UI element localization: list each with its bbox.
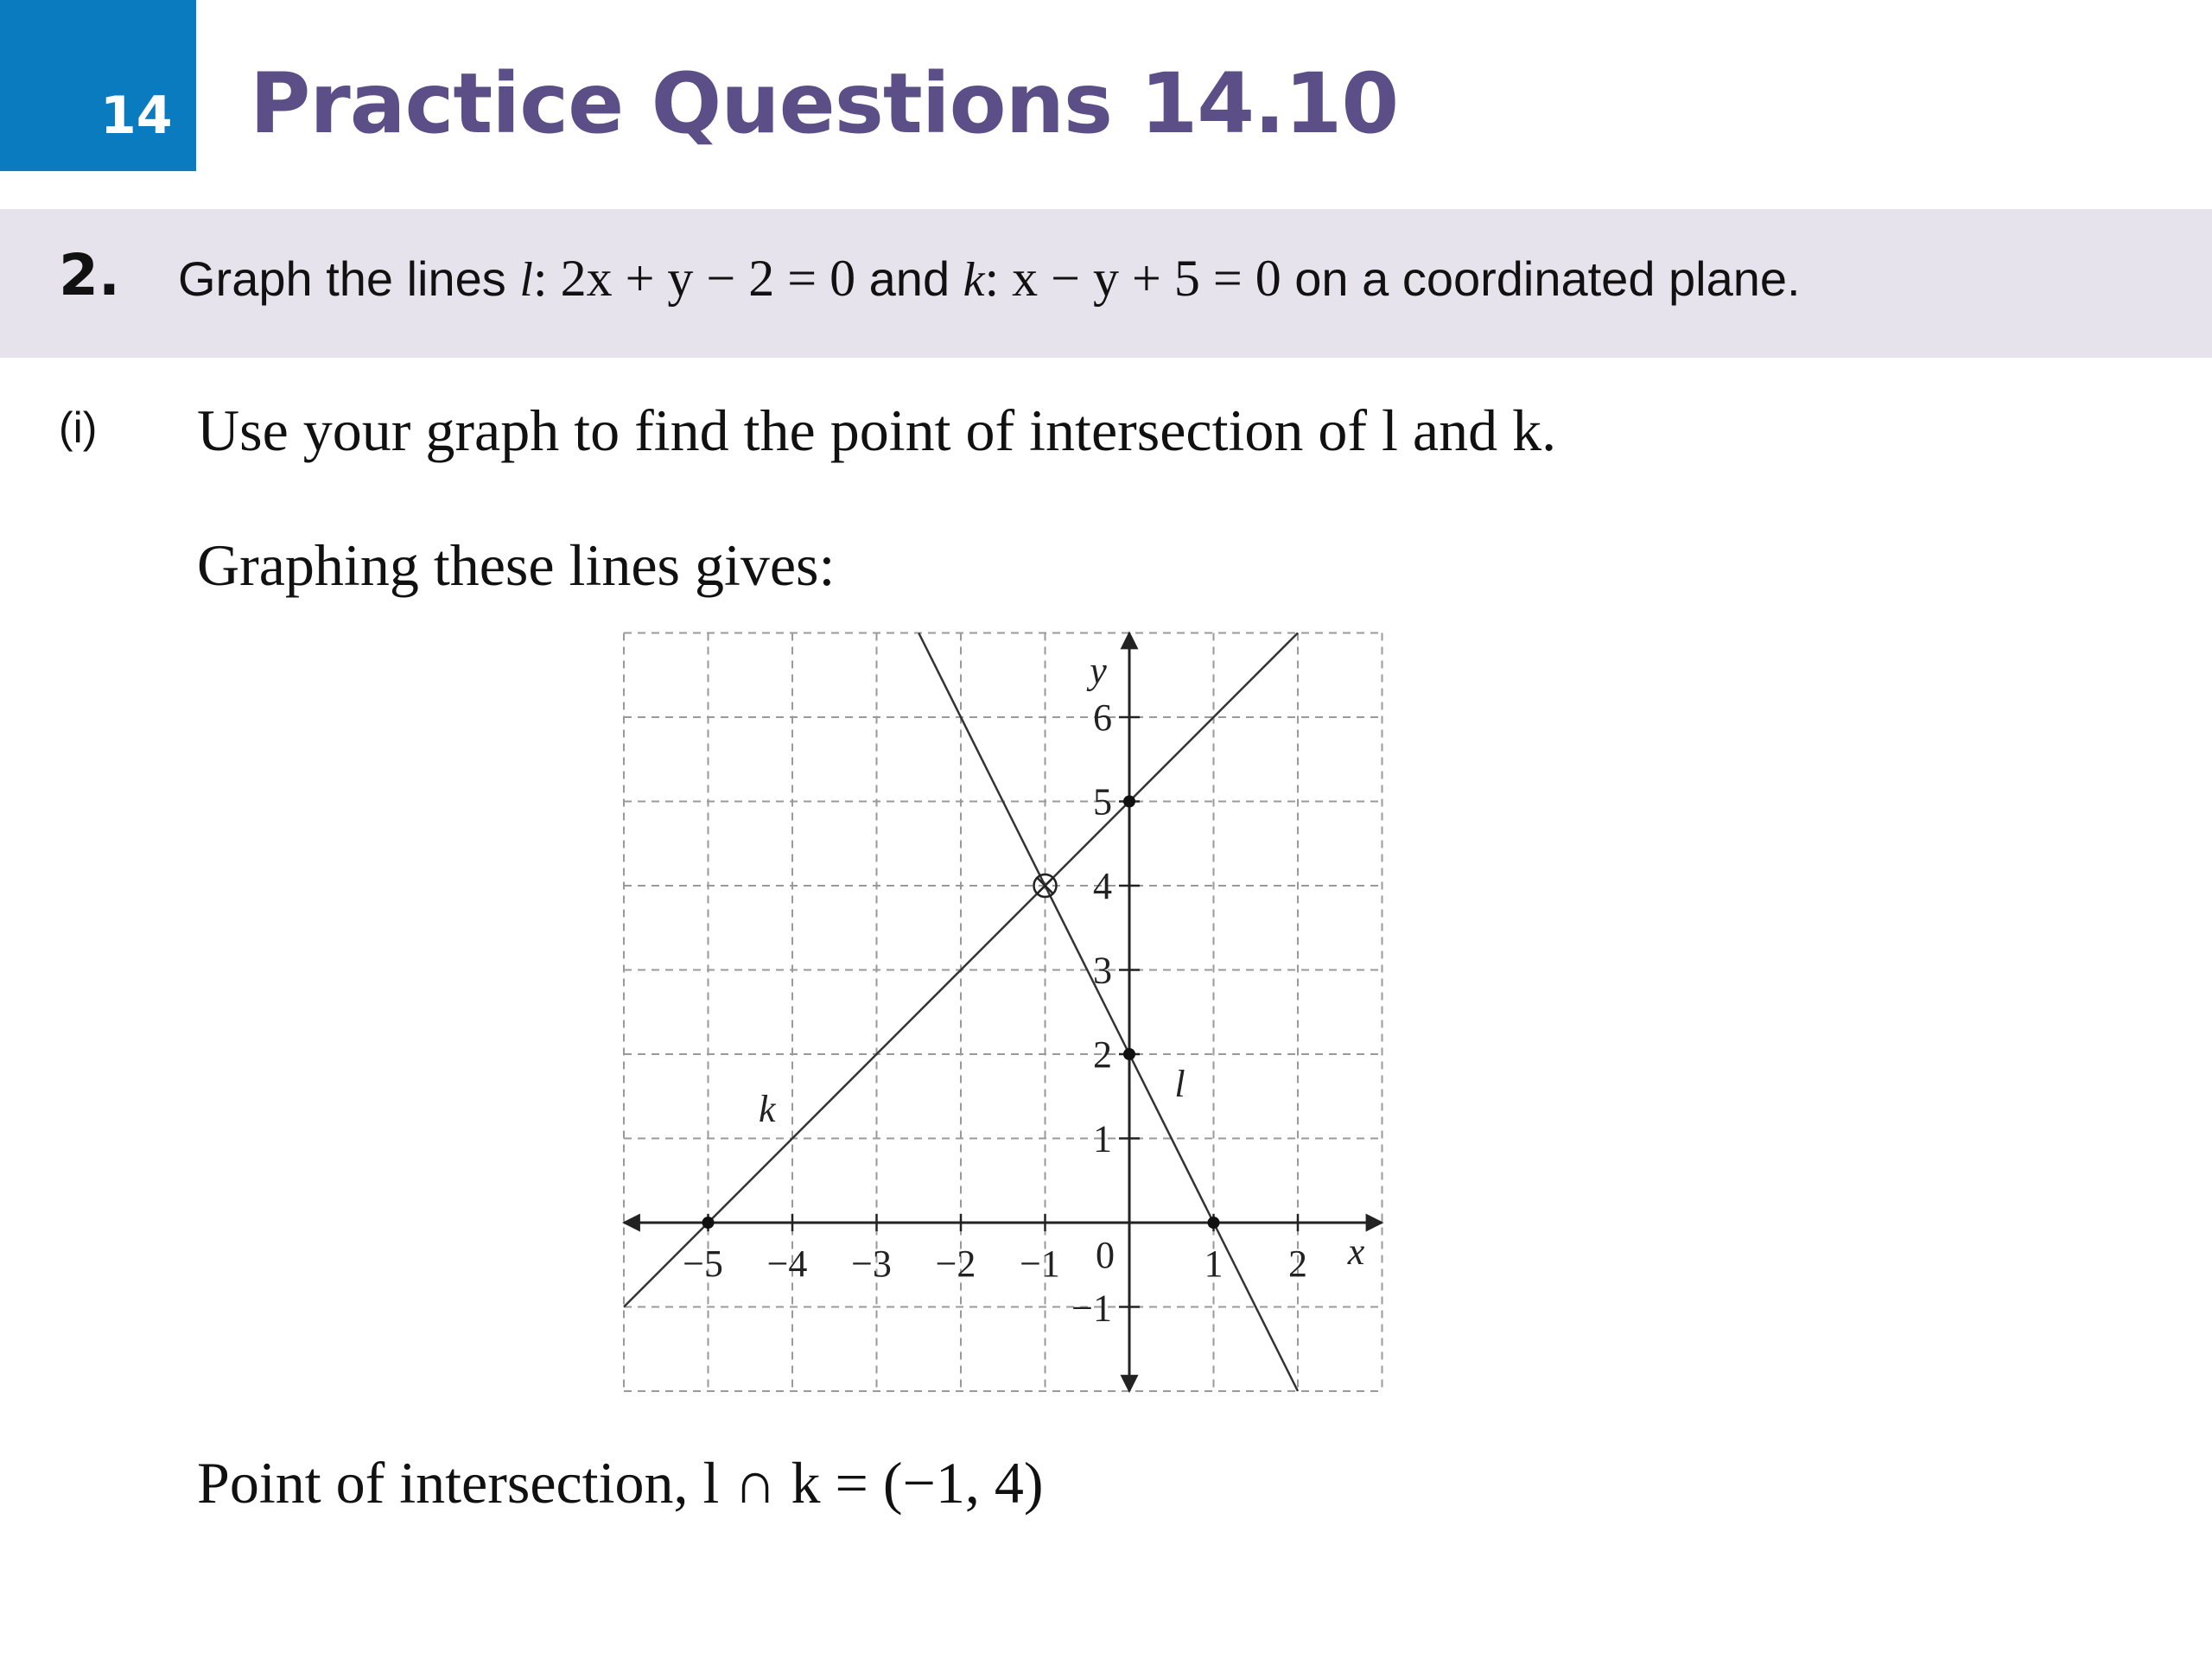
origin-label: 0 (1096, 1234, 1115, 1276)
point-marker (1123, 796, 1135, 808)
x-tick-label: −3 (851, 1243, 892, 1285)
part-prompt: Use your graph to find the point of intersection of l and k. (197, 397, 1557, 463)
tick-labels (683, 650, 1365, 1330)
x-tick-label: 2 (1288, 1243, 1307, 1285)
x-tick-label: −4 (766, 1243, 808, 1285)
y-tick-label: −1 (1071, 1287, 1112, 1330)
line-l-equation: : 2x + y − 2 = 0 (532, 250, 856, 307)
x-tick-label: 1 (1204, 1243, 1224, 1285)
point-marker (702, 1217, 715, 1229)
y-tick-label: 4 (1093, 865, 1112, 907)
y-tick-label: 3 (1093, 949, 1112, 992)
answer-text: Point of intersection, l ∩ k = (−1, 4) (197, 1450, 1044, 1516)
question-connector: and (855, 251, 963, 306)
y-tick-label: 2 (1093, 1033, 1112, 1076)
line-k-label: k (758, 1088, 776, 1130)
x-tick-label: −5 (683, 1243, 723, 1285)
axes (624, 633, 1382, 1392)
question-prefix: Graph the lines (178, 251, 520, 306)
line-l-name: l (519, 253, 533, 307)
point-marker (1208, 1217, 1220, 1229)
grid (624, 633, 1382, 1392)
y-axis-label: y (1090, 649, 1107, 692)
x-tick-label: −1 (1020, 1243, 1060, 1285)
page-title: Practice Questions 14.10 (250, 55, 1399, 152)
graph-intro: Graphing these lines gives: (197, 532, 836, 598)
part-label: (i) (59, 404, 98, 452)
question-suffix: on a coordinated plane. (1281, 251, 1801, 306)
x-axis-label: x (1347, 1230, 1365, 1273)
y-tick-label: 5 (1093, 780, 1112, 823)
question-number: 2. (59, 242, 120, 308)
point-marker (1123, 1048, 1135, 1060)
x-tick-label: −2 (935, 1243, 976, 1285)
y-tick-label: 1 (1093, 1117, 1112, 1160)
chapter-number: 14 (100, 86, 173, 146)
line-k-equation: : x − y + 5 = 0 (984, 250, 1281, 307)
line-k-name: k (963, 253, 985, 307)
line-l-label: l (1174, 1062, 1185, 1105)
y-tick-label: 6 (1093, 696, 1112, 739)
